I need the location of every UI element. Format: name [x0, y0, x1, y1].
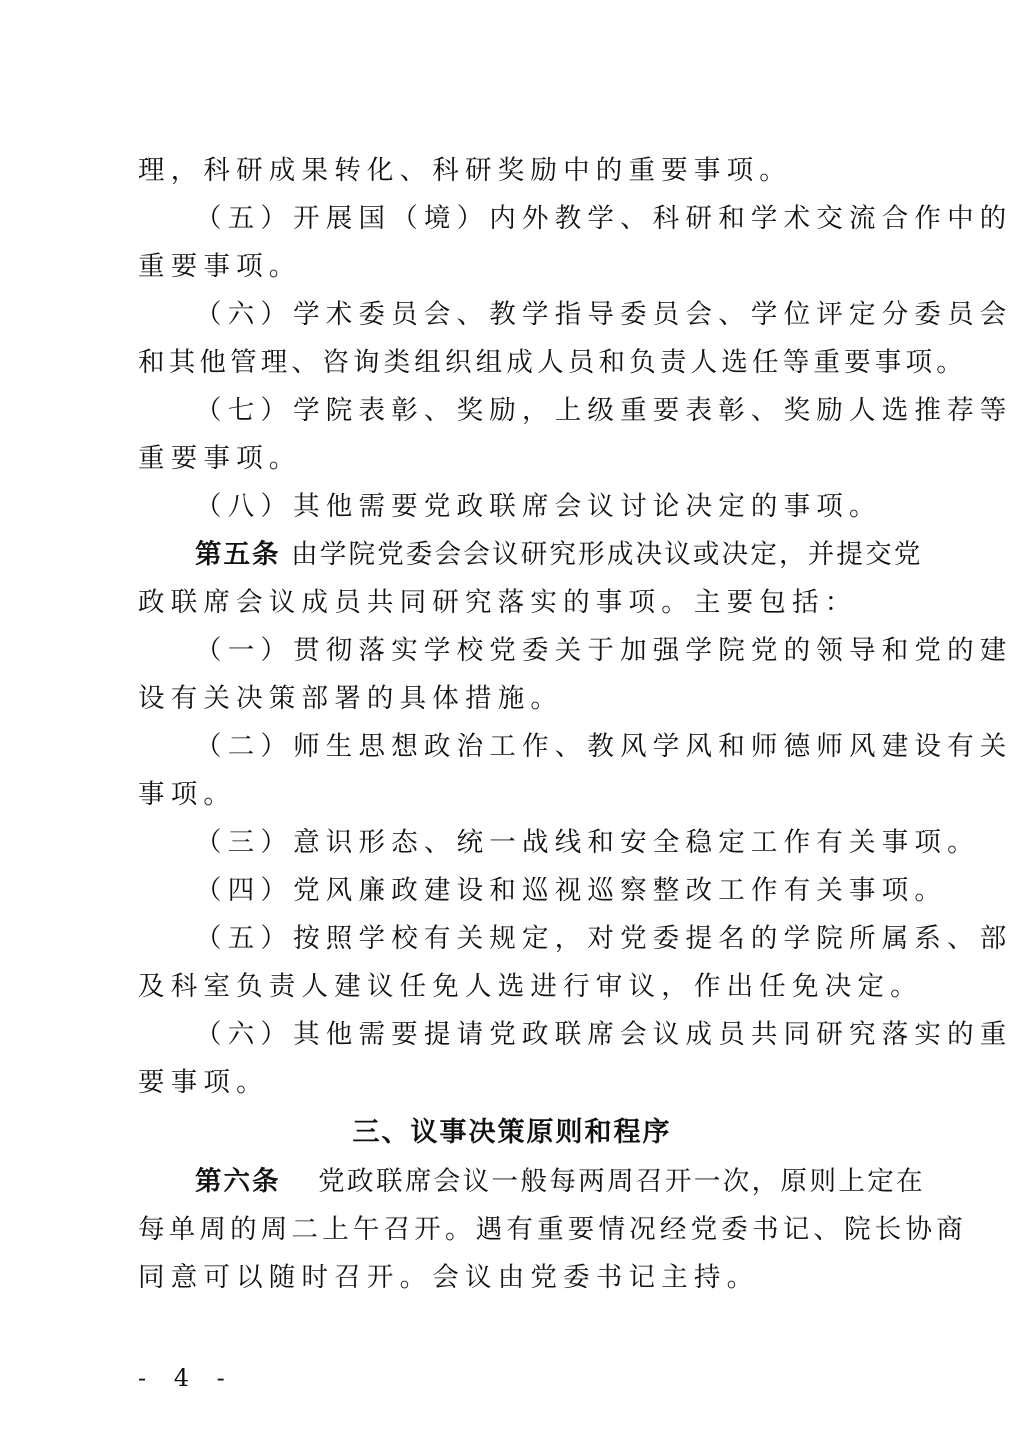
paragraph-line: 同意可以随时召开。会议由党委书记主持。: [138, 1262, 760, 1293]
paragraph-line: 政联席会议成员共同研究落实的事项。主要包括：: [138, 587, 858, 618]
paragraph-line: （七）学院表彰、奖励，上级重要表彰、奖励人选推荐等: [195, 395, 1013, 426]
article-five-label: 第五条: [195, 539, 281, 570]
article-six-label: 第六条: [195, 1166, 281, 1197]
paragraph-line: （八）其他需要党政联席会议讨论决定的事项。: [195, 491, 882, 522]
paragraph-line: 党政联席会议一般每两周召开一次，原则上定在: [318, 1166, 926, 1197]
section-heading: 三、议事决策原则和程序: [352, 1117, 672, 1148]
article-five-paragraph: [195, 535, 923, 575]
paragraph-line: （五）开展国（境）内外教学、科研和学术交流合作中的: [195, 203, 1013, 234]
paragraph-line: （一）贯彻落实学校党委关于加强学院党的领导和党的建: [195, 635, 1013, 666]
paragraph-line: 和其他管理、咨询类组织组成人员和负责人选任等重要事项。: [138, 347, 967, 378]
paragraph-line: 重要事项。: [138, 251, 302, 282]
paragraph-line: 由学院党委会会议研究形成决议或决定，并提交党: [291, 539, 923, 570]
paragraph-line: 及科室负责人建议任免人选进行审议，作出任免决定。: [138, 971, 923, 1002]
paragraph-line: 每单周的周二上午召开。遇有重要情况经党委书记、院长协商: [138, 1214, 967, 1245]
paragraph-line: （五）按照学校有关规定，对党委提名的学院所属系、部: [195, 923, 1013, 954]
paragraph-line: （二）师生思想政治工作、教风学风和师德师风建设有关: [195, 731, 1013, 762]
paragraph-line: （六）学术委员会、教学指导委员会、学位评定分委员会: [195, 299, 1013, 330]
paragraph-line: 重要事项。: [138, 443, 302, 474]
paragraph-line: 理，科研成果转化、科研奖励中的重要事项。: [138, 155, 792, 186]
page-number: - 4 -: [138, 1364, 235, 1392]
paragraph-line: 要事项。: [138, 1067, 269, 1098]
paragraph-line: （四）党风廉政建设和巡视巡察整改工作有关事项。: [195, 875, 948, 906]
paragraph-line: （六）其他需要提请党政联席会议成员共同研究落实的重: [195, 1019, 1013, 1050]
paragraph-line: 事项。: [138, 779, 237, 810]
paragraph-line: （三）意识形态、统一战线和安全稳定工作有关事项。: [195, 827, 980, 858]
paragraph-line: 设有关决策部署的具体措施。: [138, 683, 564, 714]
article-six-paragraph: [195, 1162, 926, 1202]
